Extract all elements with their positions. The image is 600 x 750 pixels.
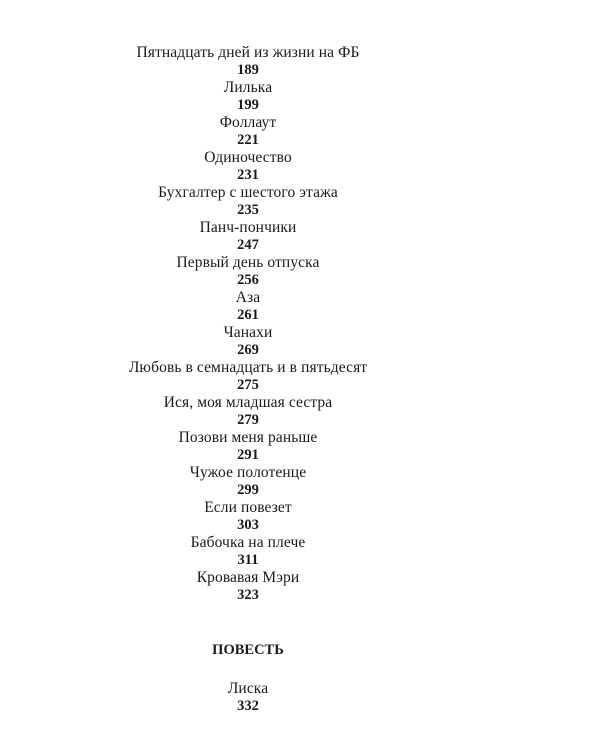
toc-entry [36, 429, 460, 464]
toc-entry [36, 394, 460, 429]
toc-entry-page: 311 [237, 551, 259, 568]
toc-entry [36, 534, 460, 569]
toc-entry [36, 289, 460, 324]
toc-entry-page: 269 [237, 341, 259, 358]
toc-entry-title: Первый день отпуска [176, 254, 320, 271]
toc-entry [36, 114, 460, 149]
toc-entry-page: 303 [237, 516, 259, 533]
toc-entry-title: Позови меня раньше [178, 429, 318, 446]
toc-entry-page: 261 [237, 306, 259, 323]
toc-entry-title: Ися, моя младшая сестра [163, 394, 333, 411]
toc-entry-title: Бабочка на плече [190, 534, 306, 551]
toc-entry [36, 44, 460, 79]
toc-entry-title: Кровавая Мэри [196, 569, 300, 586]
toc-entry-title: Фоллаут [219, 114, 277, 131]
toc-entry-title: Лилька [223, 79, 273, 96]
toc-entry-title: Одиночество [204, 149, 292, 166]
toc-entry-title: Бухгалтер с шестого этажа [158, 184, 338, 201]
toc-entry-page: 199 [237, 96, 259, 113]
toc-entry-title: Лиска [227, 680, 269, 697]
toc-entry [36, 359, 460, 394]
toc-entry [36, 254, 460, 289]
toc-entry-title: Если повезет [204, 499, 292, 516]
toc-entry-page: 189 [237, 61, 259, 78]
toc-entry-page: 299 [237, 481, 259, 498]
toc-entry [36, 219, 460, 254]
toc-entry [36, 324, 460, 359]
toc-entry [36, 499, 460, 534]
toc-entry-page: 275 [237, 376, 259, 393]
toc-entry-page: 247 [237, 236, 259, 253]
toc-entry-title: Любовь в семнадцать и в пятьдесят [128, 359, 368, 376]
toc-entry-page: 323 [237, 586, 259, 603]
toc-entry-page: 235 [237, 201, 259, 218]
table-of-contents [36, 44, 460, 604]
toc-entry [36, 79, 460, 114]
toc-entry-title: Чанахи [223, 324, 273, 341]
toc-entry-title: Чужое полотенце [189, 464, 307, 481]
section-heading: ПОВЕСТЬ [212, 642, 284, 658]
toc-entry-page: 231 [237, 166, 259, 183]
toc-entry-title: Панч-пончики [199, 219, 297, 236]
toc-entry-title: Пятнадцать дней из жизни на ФБ [136, 44, 360, 61]
toc-entry [36, 464, 460, 499]
toc-entry [36, 184, 460, 219]
toc-entry [36, 149, 460, 184]
toc-entry [36, 569, 460, 604]
toc-entry-page: 332 [237, 697, 259, 714]
toc-entry-page: 221 [237, 131, 259, 148]
toc-entry-page: 279 [237, 411, 259, 428]
toc-entry-title: Аза [235, 289, 261, 306]
toc-entry-page: 291 [237, 446, 259, 463]
toc-entry-page: 256 [237, 271, 259, 288]
toc-entry-novella [36, 680, 460, 715]
